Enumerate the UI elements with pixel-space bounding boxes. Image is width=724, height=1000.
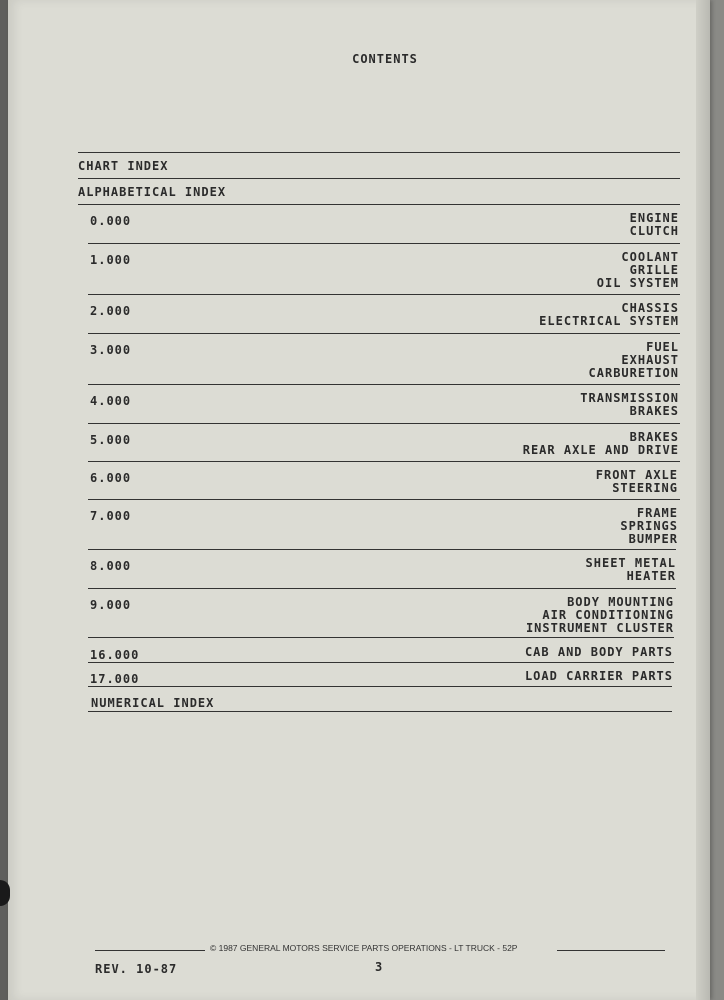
divider-rule bbox=[88, 333, 680, 334]
section-topics bbox=[526, 596, 674, 634]
section-topic: ENGINE bbox=[629, 211, 679, 225]
section-topic: CLUTCH bbox=[629, 223, 679, 238]
section-topic: FRAME bbox=[636, 506, 678, 520]
divider-rule bbox=[78, 204, 680, 205]
section-topics bbox=[596, 469, 678, 495]
section-topic: BRAKES bbox=[629, 430, 679, 444]
page-number: 3 bbox=[375, 960, 383, 974]
section-topic: COOLANT bbox=[621, 250, 679, 264]
divider-rule bbox=[78, 152, 680, 153]
divider-rule bbox=[88, 686, 672, 687]
section-topic: TRANSMISSION bbox=[580, 391, 679, 405]
section-topic: FUEL bbox=[646, 340, 679, 354]
section-topic: ELECTRICAL SYSTEM bbox=[539, 313, 679, 328]
section-topics bbox=[580, 392, 679, 418]
background-strip bbox=[0, 0, 8, 1000]
section-number: 7.000 bbox=[90, 509, 132, 523]
section-topic: LOAD CARRIER PARTS bbox=[524, 669, 673, 683]
section-number: 8.000 bbox=[90, 559, 132, 573]
divider-rule bbox=[88, 549, 676, 550]
section-number: 1.000 bbox=[90, 253, 132, 267]
section-topic: OIL SYSTEM bbox=[596, 275, 679, 290]
section-topic: CARBURETION bbox=[588, 365, 679, 380]
divider-rule bbox=[88, 384, 680, 385]
section-topic: BRAKES bbox=[629, 403, 679, 418]
index-entry-label: NUMERICAL INDEX bbox=[91, 696, 215, 710]
section-topics bbox=[630, 212, 679, 238]
section-topic: HEATER bbox=[626, 568, 676, 583]
section-number: 17.000 bbox=[90, 672, 140, 686]
section-topics bbox=[539, 302, 679, 328]
section-topics bbox=[525, 670, 673, 683]
divider-rule bbox=[88, 461, 680, 462]
section-topic: CHASSIS bbox=[621, 301, 679, 315]
section-topic: REAR AXLE AND DRIVE bbox=[522, 442, 679, 457]
divider-rule bbox=[88, 294, 680, 295]
divider-rule bbox=[88, 588, 676, 589]
section-number: 16.000 bbox=[90, 648, 140, 662]
divider-rule bbox=[88, 711, 672, 712]
section-topics bbox=[523, 431, 679, 457]
section-number: 2.000 bbox=[90, 304, 132, 318]
section-topics bbox=[525, 646, 673, 659]
section-number: 5.000 bbox=[90, 433, 132, 447]
section-number: 3.000 bbox=[90, 343, 132, 357]
section-topics bbox=[589, 341, 679, 379]
section-topic: SHEET METAL bbox=[585, 556, 676, 570]
footer-rule-left bbox=[95, 950, 205, 951]
page-title: CONTENTS bbox=[352, 52, 418, 66]
section-topic: BUMPER bbox=[628, 531, 678, 546]
section-topic: CAB AND BODY PARTS bbox=[524, 645, 673, 659]
index-entry-label: CHART INDEX bbox=[78, 159, 169, 173]
divider-rule bbox=[88, 243, 680, 244]
revision-label: REV. 10-87 bbox=[95, 962, 178, 976]
section-number: 6.000 bbox=[90, 471, 132, 485]
section-number: 0.000 bbox=[90, 214, 132, 228]
document-page bbox=[8, 0, 710, 1000]
section-topic: GRILLE bbox=[629, 262, 679, 277]
section-topic: FRONT AXLE bbox=[595, 468, 678, 482]
section-topics bbox=[586, 557, 676, 583]
divider-rule bbox=[88, 637, 674, 638]
index-entry-label: ALPHABETICAL INDEX bbox=[78, 185, 227, 199]
section-topic: SPRINGS bbox=[620, 518, 678, 533]
section-number: 4.000 bbox=[90, 394, 132, 408]
divider-rule bbox=[88, 662, 674, 663]
footer-rule-right bbox=[557, 950, 665, 951]
divider-rule bbox=[78, 178, 680, 179]
section-topic: AIR CONDITIONING bbox=[542, 607, 674, 622]
divider-rule bbox=[88, 499, 680, 500]
section-topic: EXHAUST bbox=[621, 352, 679, 367]
section-topic: INSTRUMENT CLUSTER bbox=[525, 620, 674, 635]
divider-rule bbox=[88, 423, 680, 424]
section-topic: STEERING bbox=[612, 480, 678, 495]
section-topics bbox=[620, 507, 678, 545]
copyright-notice: © 1987 GENERAL MOTORS SERVICE PARTS OPERATIONS - LT TRUCK - 52P bbox=[210, 943, 518, 953]
section-topics bbox=[597, 251, 679, 289]
section-topic: BODY MOUNTING bbox=[567, 595, 674, 609]
page-edge bbox=[696, 0, 710, 1000]
section-number: 9.000 bbox=[90, 598, 132, 612]
